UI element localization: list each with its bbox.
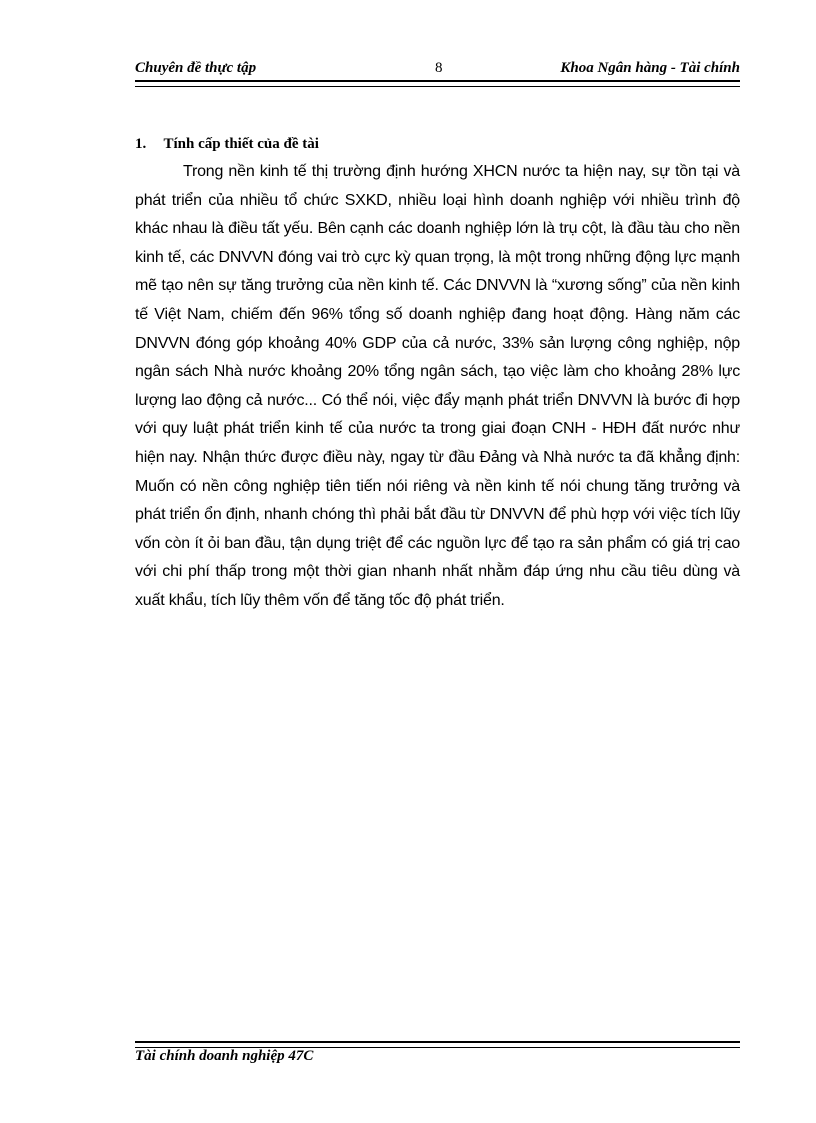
header-divider: [135, 80, 740, 87]
page-header: [135, 60, 740, 80]
body-paragraph: Trong nền kinh tế thị trường định hướng XHCN nước ta hiện nay, sự tồn tại và phát triển của nhiều tổ chức SXKD, nhiều loại hình doanh nghiệp với nhiều trình độ khác nhau là điều tất yếu. Bên cạnh các doanh nghiệp lớn là trụ cột, là đầu tàu cho nền kinh tế, các DNVVN đóng vai trò cực kỳ quan trọng, là một trong những động lực mạnh mẽ tạo nên sự tăng trưởng của nền kinh tế. Các DNVVN là “xương sống” của nền kinh tế Việt Nam, chiếm đến 96% tổng số doanh nghiệp đang hoạt động. Hàng năm các DNVVN đóng góp khoảng 40% GDP của cả nước, 33% sản lượng công nghiệp, nộp ngân sách Nhà nước khoảng 20% tổng ngân sách, tạo việc làm cho khoảng 28% lực lượng lao động cả nước... Có thể nói, việc đẩy mạnh phát triển DNVVN là bước đi hợp với quy luật phát triển kinh tế của nước ta trong giai đoạn CNH - HĐH đất nước như hiện nay. Nhận thức được điều này, ngay từ đầu Đảng và Nhà nước ta đã khẳng định: Muốn có nền công nghiệp tiên tiến nói riêng và nền kinh tế nói chung tăng trưởng và phát triển ổn định, nhanh chóng thì phải bắt đầu từ DNVVN để phù hợp với việc tích lũy vốn còn ít ỏi ban đầu, tận dụng triệt để các nguồn lực để tạo ra sản phẩm có giá trị cao với chi phí thấp trong một thời gian nhanh nhất nhằm đáp ứng nhu cầu tiêu dùng và xuất khẩu, tích lũy thêm vốn để tăng tốc độ phát triển.: [135, 163, 740, 609]
page-number: 8: [435, 60, 443, 76]
header-faculty: Khoa Ngân hàng - Tài chính: [560, 60, 740, 76]
header-document-type: Chuyên đề thực tập: [135, 60, 257, 76]
section-number: 1.: [135, 136, 147, 152]
section-title: Tính cấp thiết của đề tài: [163, 136, 319, 152]
section-heading: [135, 136, 319, 153]
footer-divider: [135, 1041, 740, 1048]
page-footer: Tài chính doanh nghiệp 47C: [135, 1048, 314, 1064]
